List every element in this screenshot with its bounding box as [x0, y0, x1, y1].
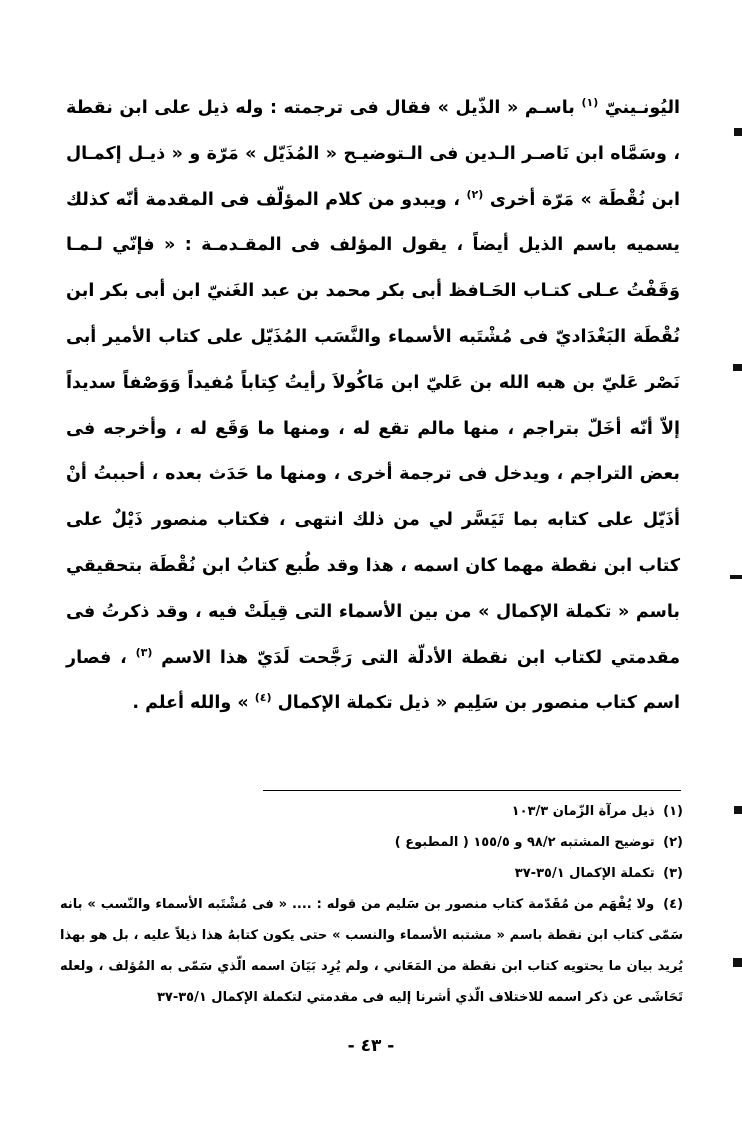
footnote-text: ولا يُفْهَم من مُقَدّمة كتاب منصور بن سَليم من قوله : .... « فى مُشْتَبه الأسماء والنّسب » بانه سَمّى كتاب ابن نقطة باسم « مشتبه الأسماء والنسب » حتى يكون كتابهُ هذا ذيلاً عليه ، بل هو بهذا يُريد بيان ما يحتويه كتاب ابن نقطة من المَعَاني ، ولم يُرِد بَيَانَ اسمه الّذي سَمّى به المُؤلف ، ولعله تَحَاشَى عن ذكر اسمه للاختلاف الّذي أشرنا إليه فى مقدمتي لتكملة الإكمال ٣٥/١-٣٧ [60, 897, 683, 1005]
text-segment: » والله أعلم . [132, 693, 249, 714]
margin-mark [734, 806, 742, 814]
footnote-item [60, 796, 683, 827]
main-paragraph [66, 86, 680, 727]
footnote-item [60, 827, 683, 858]
footnote-ref-4: (٤) [254, 691, 272, 705]
margin-mark [734, 128, 742, 136]
margin-mark [730, 575, 742, 579]
footnote-number: (٢) [663, 835, 683, 850]
page-number: - ٤٣ - [347, 1036, 395, 1056]
footnote-separator [263, 790, 681, 791]
footnote-text: توضيح المشتبه ٩٨/٢ و ١٥٥/٥ ( المطبوع ) [394, 835, 655, 850]
footnote-item [60, 858, 683, 889]
text-segment: اليُونـينيّ [604, 98, 681, 118]
footnote-number: (٣) [663, 866, 683, 881]
margin-mark [733, 364, 742, 371]
footnote-item [60, 889, 683, 1013]
main-text [66, 86, 680, 727]
footnotes [60, 796, 683, 1013]
text-segment: باسـم « الذّيل » فقال فى ترجمته : وله ذيل على ابن نقطة ، وسَمَّاه ابن نَاصـر الـدين فى الـتوضيـح « المُذَيّل » مَرّة و « ذيـل إكمـال ابن نُقْطَة » مَرّة أخرى [66, 98, 680, 210]
margin-mark [733, 958, 742, 967]
footnote-ref-2: (٢) [466, 187, 484, 201]
footnote-ref-3: (٣) [135, 645, 153, 659]
text-segment: ، ويبدو من كلام المؤلّف فى المقدمة أنّه كذلك يسميه باسم الذيل أيضاً ، يقول المؤلف فى المقـدمـة : « فإنّي لـمـا وَقَفْتُ عـلى كتـاب الحَـافظ أبى بكر محمد بن عبد الغَنيّ ابن أبى بكر ابن نُقْطَة البَغْدَاديّ فى مُشْتَبه الأسماء والنَّسَب المُذَيّل على كتاب الأمير أبى نَصْر عَليّ بن هبه الله بن عَليّ ابن مَاكُولاَ رأيتُ كِتاباً مُفيداً وَوَصْفاً سديداً إلاّ أنّه أخَلّ بتراجم ، منها مالم تقع له ، ومنها ما وَقَع له ، وأخرجه فى بعض التراجم ، ويدخل فى ترجمة أخرى ، ومنها ما حَدَث بعده ، أحببتُ أنْ أذَيّل على كتابه بما تَيَسَّر لي من ذلك انتهى ، فكتاب منصور ذَيْلٌ على كتاب ابن نقطة مهما كان اسمه ، هذا وقد طُبع كتابُ ابن نُقْطَة بتحقيقي باسم « تكملة الإكمال » من بين الأسماء التى قِيلَتْ فيه ، وقد ذكرتُ فى مقدمتي لكتاب ابن نقطة الأدلّة التى رَجَّحت لَدَيّ هذا الاسم [66, 189, 681, 668]
footnote-ref-1: (١) [581, 96, 599, 110]
footnote-number: (٤) [663, 897, 684, 912]
footnote-text: ذيل مرآة الزّمان ١٠٣/٣ [511, 804, 655, 819]
footnote-number: (١) [663, 804, 683, 819]
footnote-text: تكملة الإكمال ٣٥/١-٣٧ [514, 866, 655, 881]
text-segment: ، فصار اسم كتاب منصور بن سَلِيم « ذيل تكملة الإكمال [66, 647, 680, 714]
